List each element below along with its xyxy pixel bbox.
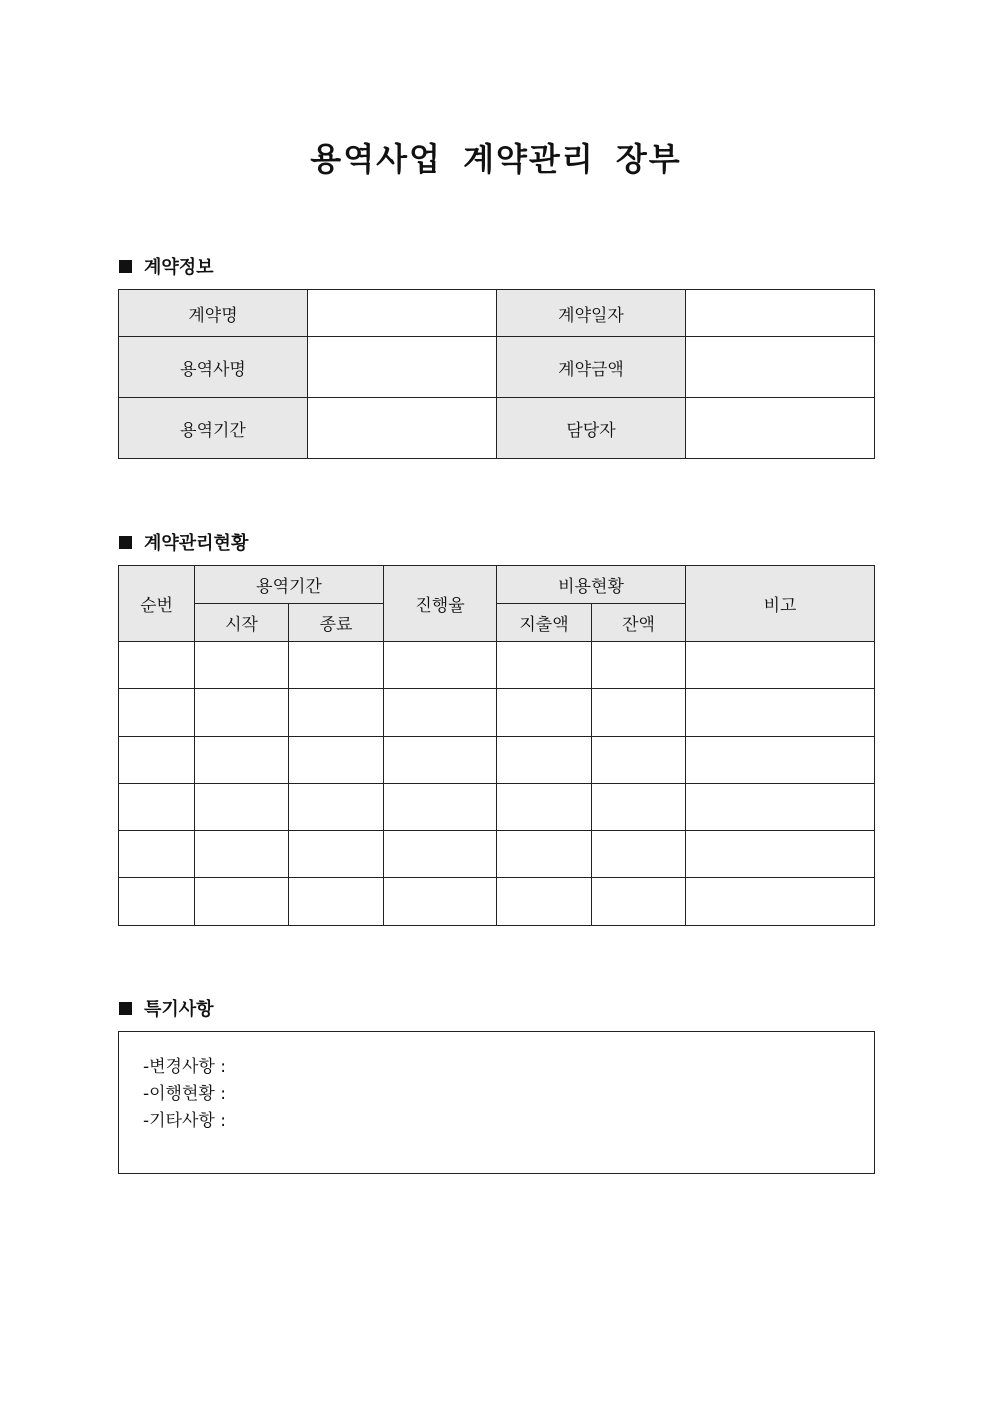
cell-balance[interactable] [592,878,686,926]
contract-amount-field[interactable] [686,337,875,398]
table-header-row [119,566,875,604]
cell-note[interactable] [686,642,875,689]
section-title: 계약관리현황 [144,533,249,554]
header-period: 용역기간 [195,566,384,604]
table-row [119,737,875,784]
label-manager: 담당자 [497,398,686,459]
contract-name-field[interactable] [308,290,497,337]
cell-end[interactable] [289,831,384,878]
cell-balance[interactable] [592,831,686,878]
cell-start[interactable] [195,784,289,831]
cell-start[interactable] [195,642,289,689]
label-contract-date: 계약일자 [497,290,686,337]
cell-balance[interactable] [592,737,686,784]
cell-end[interactable] [289,642,384,689]
table-row [119,642,875,689]
vendor-name-field[interactable] [308,337,497,398]
label-contract-amount: 계약금액 [497,337,686,398]
contract-status-table [118,565,875,926]
cell-end[interactable] [289,784,384,831]
header-cost: 비용현황 [497,566,686,604]
table-row [119,878,875,926]
remark-changes: -변경사항 : [143,1057,226,1077]
table-row [119,337,875,398]
square-bullet-icon [119,1002,132,1015]
cell-seq[interactable] [119,642,195,689]
cell-end[interactable] [289,737,384,784]
table-row [119,831,875,878]
manager-field[interactable] [686,398,875,459]
cell-spent[interactable] [497,878,592,926]
cell-spent[interactable] [497,784,592,831]
cell-note[interactable] [686,831,875,878]
cell-seq[interactable] [119,878,195,926]
cell-progress[interactable] [384,689,497,737]
cell-seq[interactable] [119,737,195,784]
cell-progress[interactable] [384,878,497,926]
cell-spent[interactable] [497,642,592,689]
table-row [119,398,875,459]
remark-other: -기타사항 : [143,1111,226,1131]
cell-progress[interactable] [384,642,497,689]
remarks-box[interactable] [118,1031,875,1174]
label-vendor-name: 용역사명 [119,337,308,398]
section-heading-remarks [119,995,214,1021]
contract-info-table [118,289,875,459]
section-title: 특기사항 [144,999,214,1020]
label-contract-name: 계약명 [119,290,308,337]
table-row [119,689,875,737]
header-seq: 순번 [119,566,195,642]
header-start: 시작 [195,604,289,642]
cell-note[interactable] [686,737,875,784]
service-period-field[interactable] [308,398,497,459]
contract-date-field[interactable] [686,290,875,337]
section-heading-contract-status [119,529,248,555]
cell-seq[interactable] [119,831,195,878]
header-spent: 지출액 [497,604,592,642]
cell-note[interactable] [686,784,875,831]
cell-spent[interactable] [497,737,592,784]
cell-seq[interactable] [119,689,195,737]
cell-note[interactable] [686,689,875,737]
cell-start[interactable] [195,831,289,878]
cell-end[interactable] [289,878,384,926]
header-balance: 잔액 [592,604,686,642]
section-title: 계약정보 [144,257,214,278]
cell-start[interactable] [195,878,289,926]
cell-progress[interactable] [384,737,497,784]
cell-end[interactable] [289,689,384,737]
square-bullet-icon [119,260,132,273]
cell-balance[interactable] [592,642,686,689]
table-row [119,290,875,337]
table-row [119,784,875,831]
cell-progress[interactable] [384,831,497,878]
header-end: 종료 [289,604,384,642]
cell-start[interactable] [195,737,289,784]
page-title: 용역사업 계약관리 장부 [310,140,682,178]
header-note: 비고 [686,566,875,642]
cell-balance[interactable] [592,784,686,831]
section-heading-contract-info [119,253,214,279]
cell-seq[interactable] [119,784,195,831]
label-service-period: 용역기간 [119,398,308,459]
cell-note[interactable] [686,878,875,926]
cell-balance[interactable] [592,689,686,737]
cell-spent[interactable] [497,831,592,878]
cell-spent[interactable] [497,689,592,737]
cell-start[interactable] [195,689,289,737]
cell-progress[interactable] [384,784,497,831]
square-bullet-icon [119,536,132,549]
remark-progress: -이행현황 : [143,1084,226,1104]
header-progress: 진행율 [384,566,497,642]
